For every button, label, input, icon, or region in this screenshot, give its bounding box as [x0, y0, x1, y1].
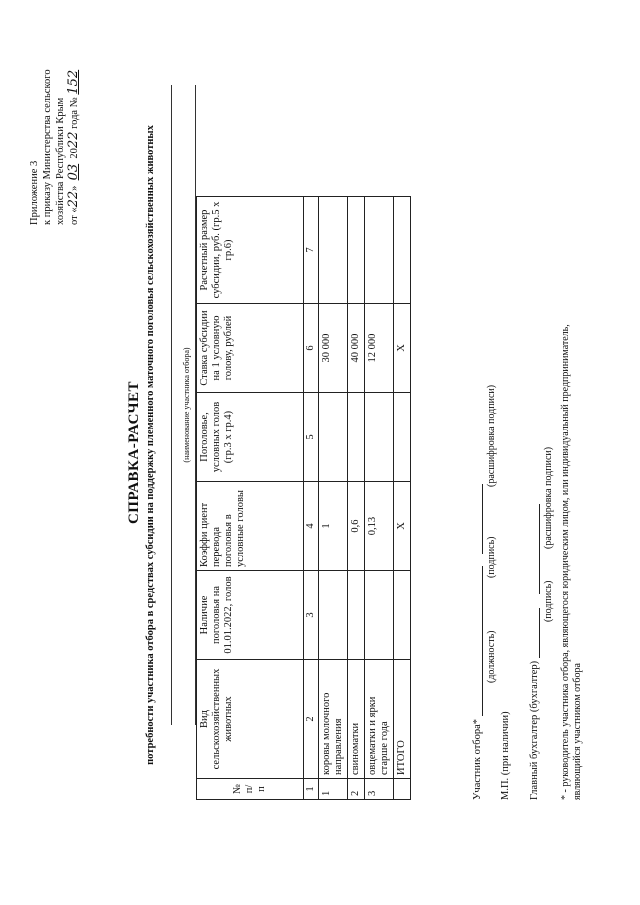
date-quote: »: [69, 185, 80, 191]
participant-label: Участник отбора*: [472, 718, 483, 800]
header-animal-type: Вид сельскохозяйственных животных: [197, 660, 304, 779]
row-rate: 30 000: [319, 304, 348, 393]
table-row: [348, 197, 365, 800]
table-row: [319, 197, 348, 800]
appendix-date-line: [67, 69, 81, 225]
row-heads: [365, 393, 394, 482]
row-rate: 40 000: [348, 304, 365, 393]
date-year-prefix: 20: [69, 148, 80, 159]
accountant-signature-line: [527, 504, 540, 800]
row-total: [348, 197, 365, 304]
participant-name-caption: (наименование участника отбора): [182, 347, 191, 463]
col-number: 7: [304, 197, 319, 304]
footnote-line-2: являющийся участником отбора: [572, 663, 583, 800]
row-number: [394, 779, 411, 800]
row-number: 2: [348, 779, 365, 800]
footnote-line-1: * - руководитель участника отбора, являющегося юридическим лицом, или индивидуальный предприниматель,: [560, 324, 571, 800]
header-stock: Наличие поголовья на 01.01.2022, голов: [197, 571, 304, 660]
accountant-signature-blank[interactable]: [527, 608, 540, 658]
row-heads: [348, 393, 365, 482]
date-prefix: от «: [69, 207, 80, 225]
row-coefficient: Х: [394, 482, 411, 571]
position-caption: (должность): [486, 630, 497, 683]
name-underline: [171, 85, 172, 725]
date-year-suffix: 22: [66, 131, 81, 149]
document-title: СПРАВКА-РАСЧЕТ: [126, 380, 142, 525]
order-number: 152: [66, 69, 81, 95]
row-stock: [365, 571, 394, 660]
accountant-label: Главный бухгалтер (бухгалтер): [529, 660, 540, 800]
date-month: 03: [66, 163, 81, 181]
row-rate: 12 000: [365, 304, 394, 393]
stamp-place: М.П. (при наличии): [500, 711, 511, 800]
row-number: 1: [319, 779, 348, 800]
row-number: 3: [365, 779, 394, 800]
row-stock: [319, 571, 348, 660]
col-number: 1: [304, 779, 319, 800]
table-header-row: [197, 197, 304, 800]
decode-caption: (расшифровка подписи): [486, 384, 497, 487]
signature-caption: (подпись): [486, 536, 497, 578]
row-total: [394, 197, 411, 304]
appendix-block: [28, 69, 81, 225]
row-animal-type: свиноматки: [348, 660, 365, 779]
accountant-signature-caption: (подпись): [543, 580, 554, 622]
date-year-word: года №: [69, 97, 80, 132]
col-number: 4: [304, 482, 319, 571]
row-animal-type: овцематки и ярки старше года: [365, 660, 394, 779]
row-rate: Х: [394, 304, 411, 393]
row-coefficient: 0,13: [365, 482, 394, 571]
row-stock: [348, 571, 365, 660]
row-heads: [319, 393, 348, 482]
col-number: 6: [304, 304, 319, 393]
appendix-line-2: к приказу Министерства сельского: [42, 69, 53, 225]
table-column-numbers: [304, 197, 319, 800]
header-subsidy: Расчетный размер субсидии, руб. (гр.5 х гр.6): [197, 197, 304, 304]
header-number: № п/п: [197, 779, 304, 800]
accountant-decode-blank[interactable]: [527, 504, 540, 594]
header-conditional-heads: Поголовье, условных голов (гр.3 х гр.4): [197, 393, 304, 482]
col-number: 3: [304, 571, 319, 660]
participant-signature-line: [470, 484, 483, 800]
accountant-decode-caption: (расшифровка подписи): [543, 446, 554, 549]
row-animal-type: коровы молочного направления: [319, 660, 348, 779]
appendix-line-3: хозяйства Республики Крым: [55, 97, 66, 225]
header-rate: Ставка субсидии на 1 условную голову, рублей: [197, 304, 304, 393]
header-coefficient: Коэффи циент перевода поголовья в условные головы: [197, 482, 304, 571]
row-total: [365, 197, 394, 304]
footnote: [560, 324, 584, 800]
row-animal-type: ИТОГО: [394, 660, 411, 779]
document-subtitle: потребности участника отбора в средствах субсидии на поддержку племенного маточного поголовья сельскохозяйственных животных: [145, 125, 156, 765]
signature-blank[interactable]: [470, 484, 483, 554]
table-row: [365, 197, 394, 800]
row-heads: [394, 393, 411, 482]
row-coefficient: 0,6: [348, 482, 365, 571]
appendix-line-1: Приложение 3: [29, 160, 40, 225]
table-total-row: [394, 197, 411, 800]
row-stock: [394, 571, 411, 660]
calculation-table: [196, 196, 411, 800]
col-number: 5: [304, 393, 319, 482]
row-coefficient: 1: [319, 482, 348, 571]
col-number: 2: [304, 660, 319, 779]
position-blank[interactable]: [470, 566, 483, 716]
row-total: [319, 197, 348, 304]
date-day: 22: [66, 190, 81, 208]
